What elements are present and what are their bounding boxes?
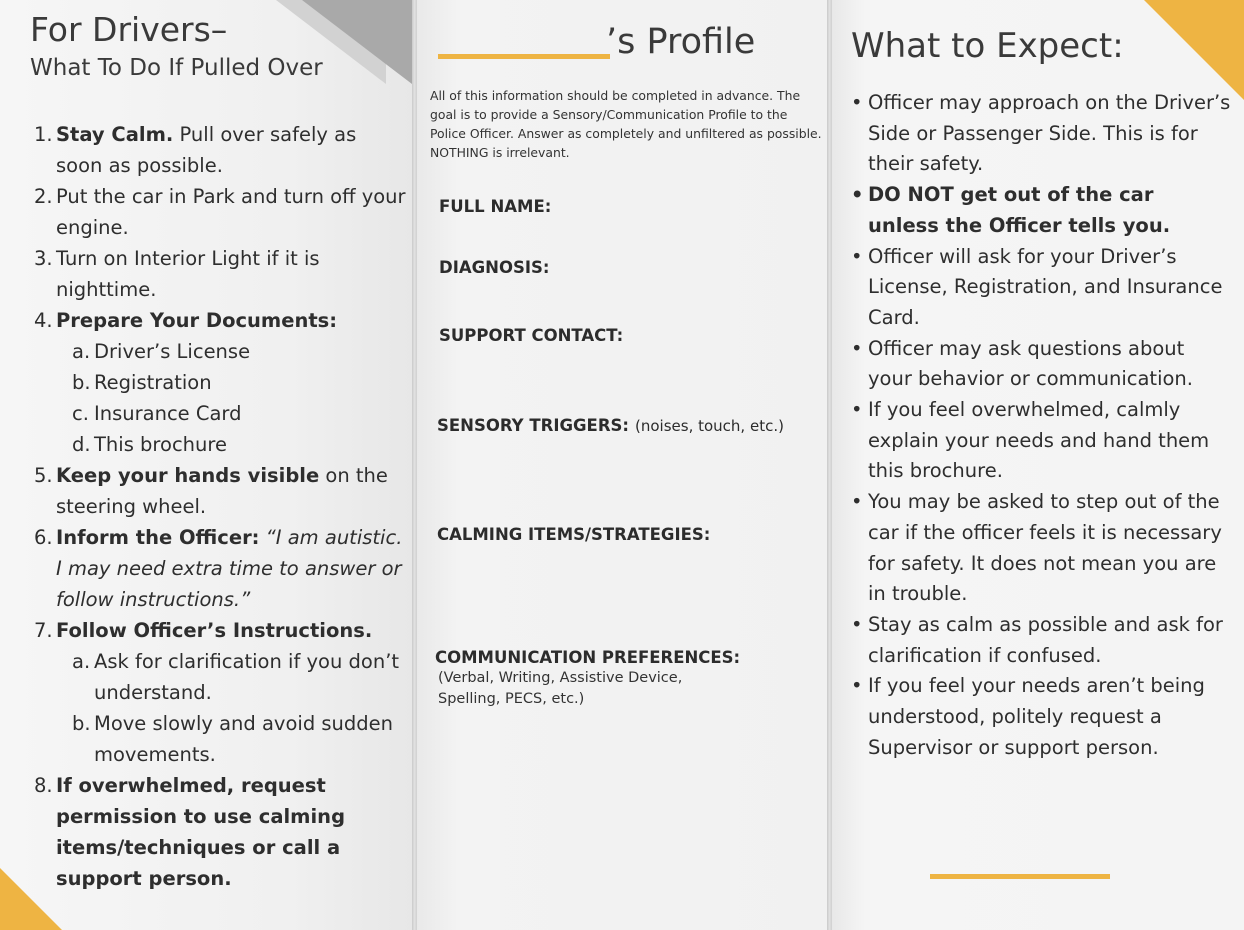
sub-item — [72, 367, 406, 398]
expect-item: • If you feel overwhelmed, calmly explain your needs and hand them this brochure. — [851, 395, 1231, 487]
expect-list — [851, 88, 1231, 763]
expect-item: • Stay as calm as possible and ask for clarification if confused. — [851, 610, 1231, 671]
field-support-contact: SUPPORT CONTACT: — [439, 326, 624, 345]
step-text: Turn on Interior Light if it is nighttime. — [56, 247, 320, 301]
sub-letter: a. — [72, 340, 91, 363]
field-communication: COMMUNICATION PREFERENCES: — [435, 648, 741, 667]
step-bold: Prepare Your Documents: — [56, 309, 338, 332]
sub-text: Driver’s License — [94, 340, 251, 363]
field-calming: CALMING ITEMS/STRATEGIES: — [437, 525, 711, 544]
sub-item — [72, 646, 406, 708]
step-text: Pull over safely as soon as possible. — [56, 123, 357, 177]
step-number: 3. — [34, 247, 53, 270]
sub-letter: b. — [72, 371, 91, 394]
step-text: Put the car in Park and turn off your engine. — [56, 185, 406, 239]
sub-item — [72, 429, 406, 460]
expect-item: • Officer may ask questions about your behavior or communication. — [851, 334, 1231, 395]
step-number: 7. — [34, 619, 53, 642]
sub-item — [72, 398, 406, 429]
corner-decoration-gold — [1144, 0, 1244, 100]
field-sensory-triggers — [437, 416, 784, 435]
step-number: 1. — [34, 123, 53, 146]
step-item — [34, 460, 406, 522]
sub-list — [56, 646, 406, 770]
sub-item — [72, 708, 406, 770]
expect-title: What to Expect: — [851, 26, 1124, 66]
step-item — [34, 522, 406, 615]
field-sensory-triggers-note: (noises, touch, etc.) — [635, 417, 784, 435]
sub-letter: c. — [72, 402, 89, 425]
step-number: 8. — [34, 774, 53, 797]
step-item — [34, 770, 406, 894]
sub-text: Ask for clarification if you don’t understand. — [94, 650, 400, 704]
sub-list — [56, 336, 406, 460]
panel1-subtitle: What To Do If Pulled Over — [30, 55, 323, 81]
step-quote: “I am autistic. I may need extra time to answer or follow instructions.” — [56, 526, 403, 611]
step-number: 4. — [34, 309, 53, 332]
step-text: on the steering wheel. — [56, 464, 388, 518]
step-bold: Keep your hands visible — [56, 464, 320, 487]
sub-text: Registration — [94, 371, 212, 394]
gold-rule — [930, 874, 1110, 879]
sub-item — [72, 336, 406, 367]
field-full-name: FULL NAME: — [439, 197, 552, 216]
step-number: 5. — [34, 464, 53, 487]
step-item — [34, 305, 406, 460]
expect-item: • If you feel your needs aren’t being understood, politely request a Supervisor or support person. — [851, 671, 1231, 763]
field-diagnosis: DIAGNOSIS: — [439, 258, 550, 277]
field-sensory-triggers-label: SENSORY TRIGGERS: — [437, 416, 630, 435]
panel1-title: For Drivers– — [30, 10, 228, 49]
expect-item: • Officer will ask for your Driver’s License, Registration, and Insurance Card. — [851, 242, 1231, 334]
step-item — [34, 243, 406, 305]
sub-text: Move slowly and avoid sudden movements. — [94, 712, 394, 766]
name-blank-line — [438, 54, 610, 59]
step-bold: Stay Calm. — [56, 123, 174, 146]
step-item — [34, 181, 406, 243]
step-bold: If overwhelmed, request permission to use calming items/techniques or call a support person. — [56, 774, 346, 890]
steps-list — [34, 119, 406, 894]
expect-item: • DO NOT get out of the car unless the Officer tells you. — [851, 180, 1231, 241]
profile-title: ’s Profile — [606, 22, 756, 62]
sub-text: Insurance Card — [94, 402, 242, 425]
profile-intro: All of this information should be completed in advance. The goal is to provide a Sensory/Communication Profile to the Police Officer. Answer as completely and unfiltered as possible. NOTHING is irrelevant. — [430, 88, 822, 160]
step-number: 6. — [34, 526, 53, 549]
sub-text: This brochure — [94, 433, 227, 456]
step-bold: Follow Officer’s Instructions. — [56, 619, 373, 642]
step-number: 2. — [34, 185, 53, 208]
sub-letter: b. — [72, 712, 91, 735]
step-item — [34, 615, 406, 770]
expect-item: • Officer may approach on the Driver’s Side or Passenger Side. This is for their safety. — [851, 88, 1231, 180]
step-item — [34, 119, 406, 181]
expect-item: • You may be asked to step out of the car if the officer feels it is necessary for safety. It does not mean you are in trouble. — [851, 487, 1231, 610]
field-communication-note: (Verbal, Writing, Assistive Device, Spelling, PECS, etc.) — [438, 670, 683, 707]
step-bold: Inform the Officer: — [56, 526, 260, 549]
sub-letter: d. — [72, 433, 91, 456]
sub-letter: a. — [72, 650, 91, 673]
panel-drivers — [0, 0, 412, 930]
